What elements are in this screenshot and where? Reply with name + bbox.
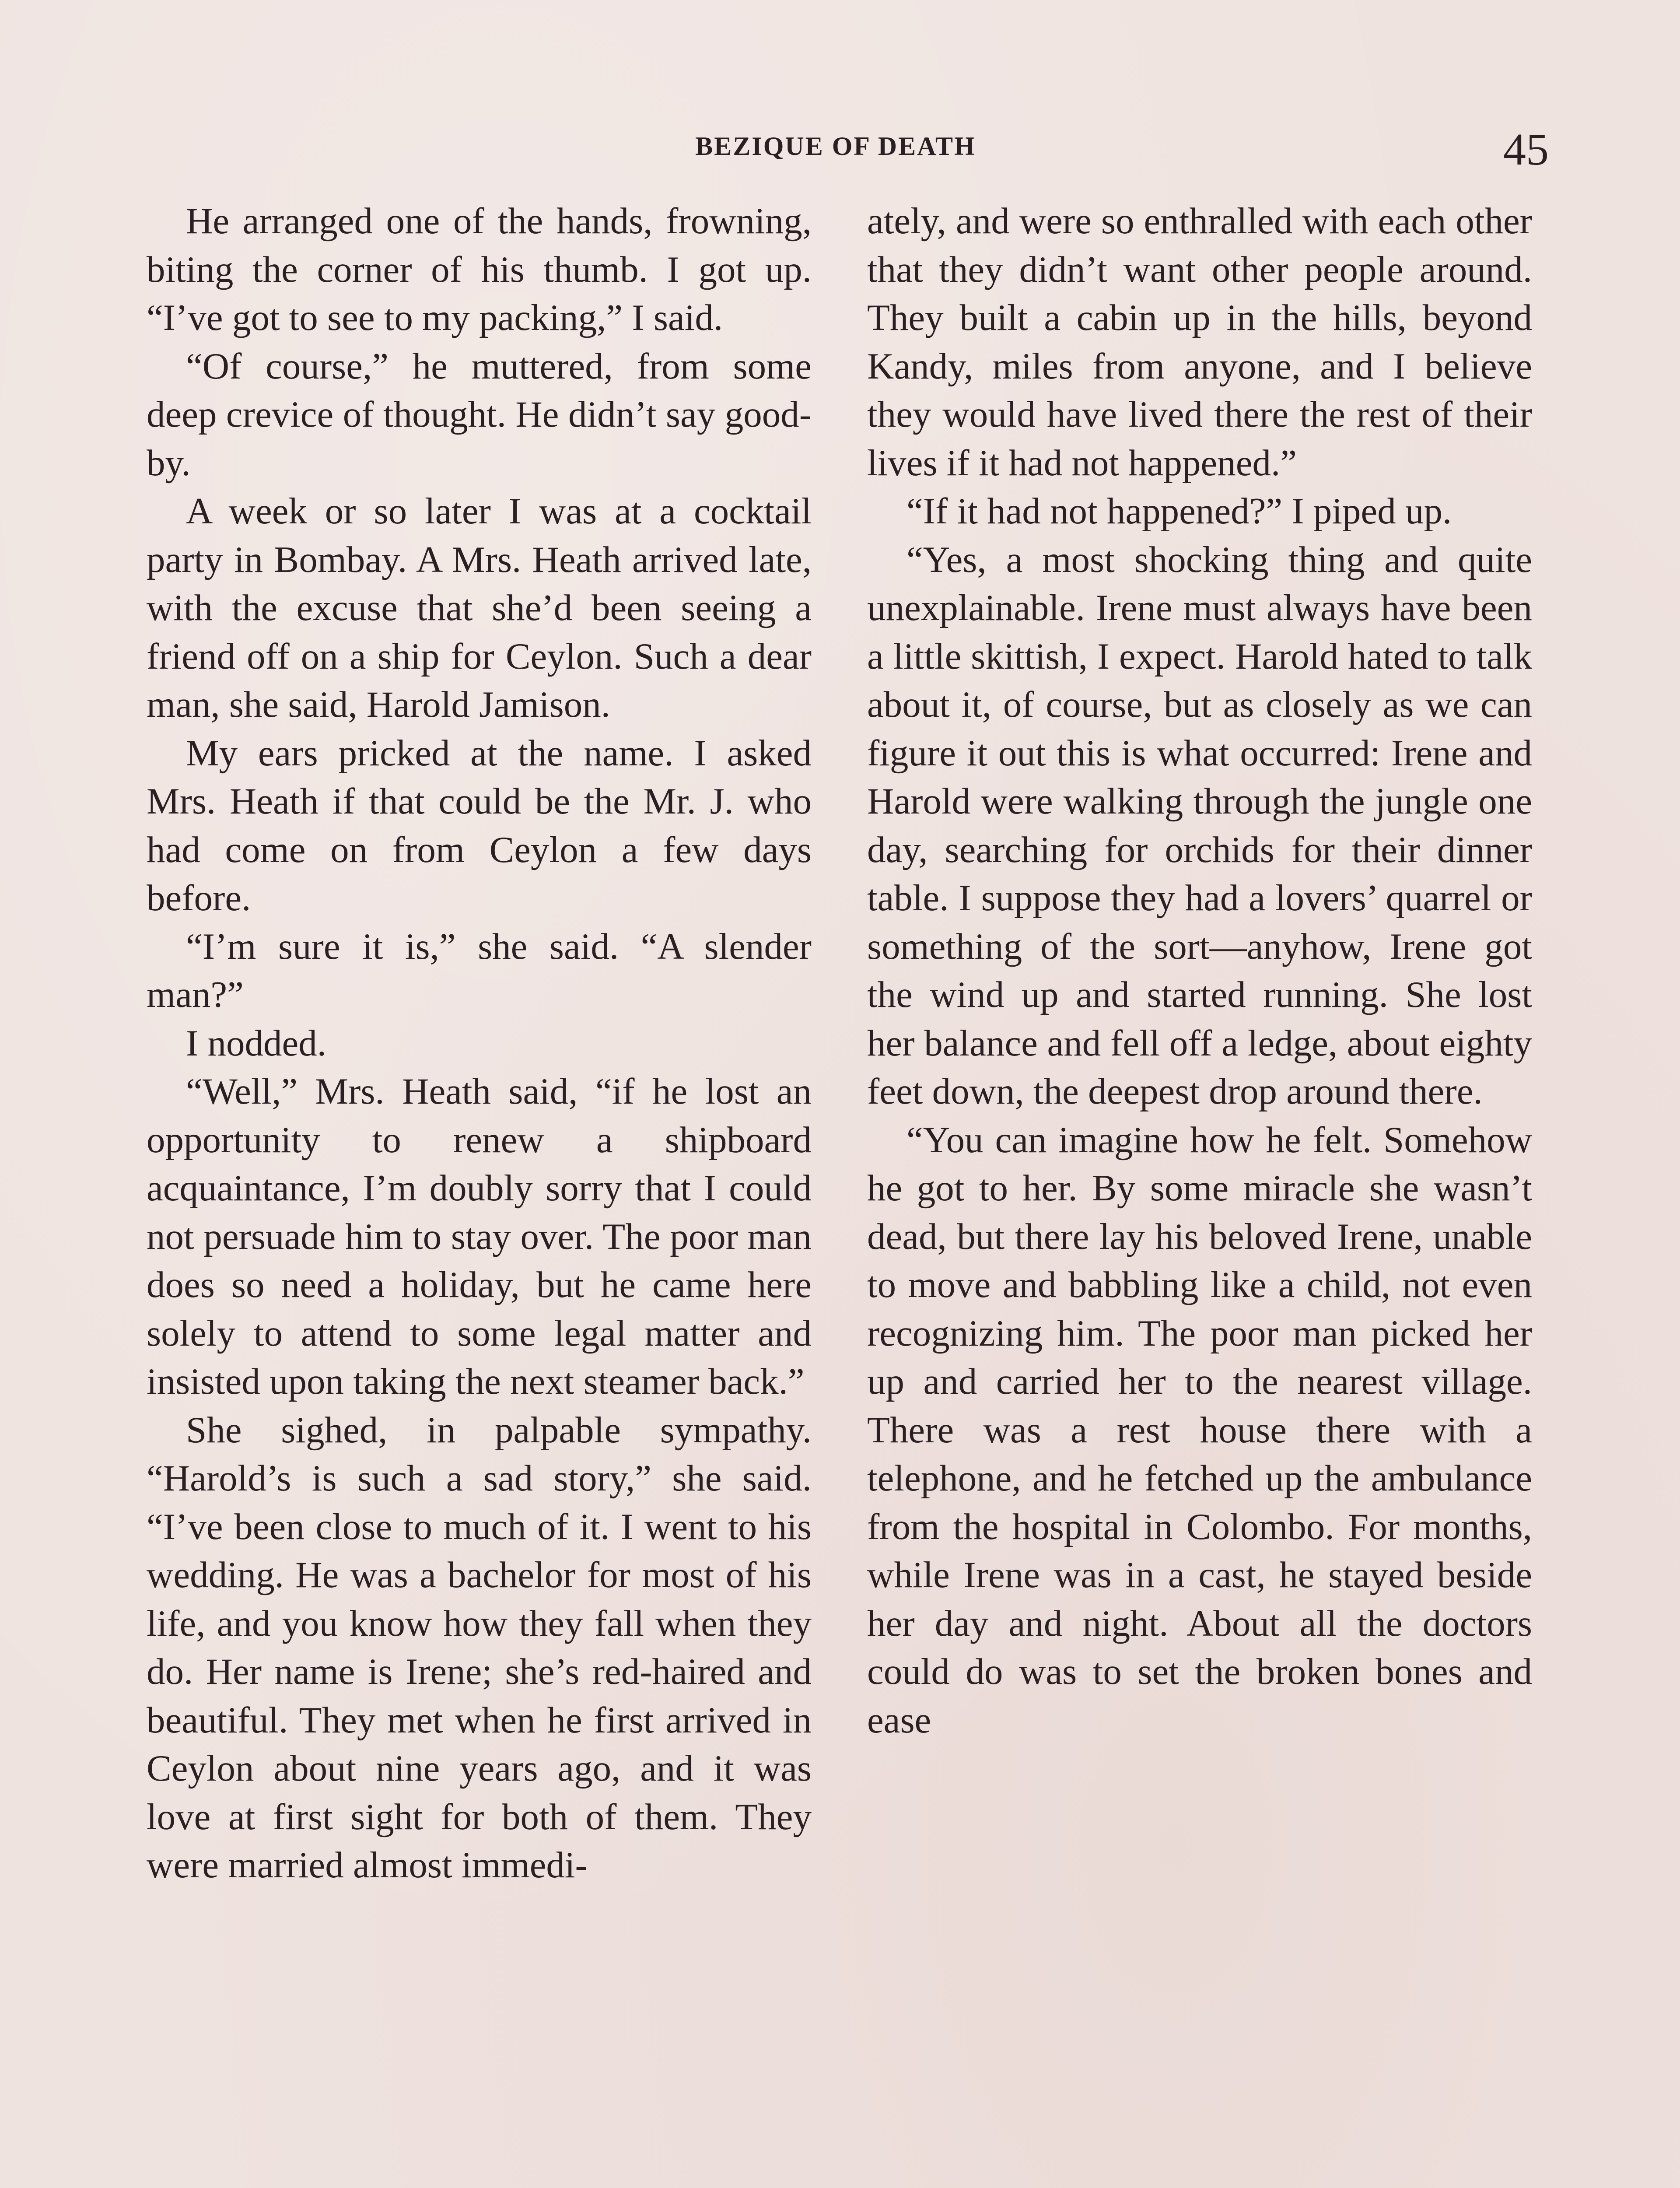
paragraph: I nodded.	[186, 1022, 327, 1064]
paragraph: “Of course,” he muttered, from some deep crevice of thought. He didn’t say good-by.	[147, 345, 812, 484]
paragraph: My ears pricked at the name. I asked Mrs. Heath if that could be the Mr. J. who had come on from Ceylon a few days before.	[147, 732, 812, 919]
paragraph: “You can imagine how he felt. Somehow he got to her. By some miracle she wasn’t dead, but there lay his beloved Irene, unable to move and babbling like a child, not even recognizing him. The poor man picked her up and carried her to the nearest village. There was a rest house there with a telephone, and he fetched up the ambulance from the hospital in Colombo. For months, while Irene was in a cast, he stayed beside her day and night. About all the doctors could do was to set the broken bones and ease	[867, 1119, 1532, 1741]
left-text-column	[147, 197, 812, 1890]
paragraph: ately, and were so enthralled with each other that they didn’t want other people around. They built a cabin up in the hills, beyond Kandy, miles from anyone, and I believe they would have lived there the rest of their lives if it had not happened.”	[867, 200, 1532, 484]
running-title: BEZIQUE OF DEATH	[695, 132, 976, 161]
paragraph: She sighed, in palpable sympathy. “Harold’s is such a sad story,” she said. “I’ve been close to much of it. I went to his wedding. He was a bachelor for most of his life, and you know how they fall when they do. Her name is Irene; she’s red-haired and beautiful. They met when he first arrived in Ceylon about nine years ago, and it was love at first sight for both of them. They were married almost immedi-	[147, 1409, 812, 1886]
page-number: 45	[1503, 124, 1549, 175]
right-text-column	[867, 197, 1532, 1744]
paragraph: “Yes, a most shocking thing and quite unexplainable. Irene must always have been a little skittish, I expect. Harold hated to talk about it, of course, but as closely as we can figure it out this is what occurred: Irene and Harold were walking through the jungle one day, searching for orchids for their dinner table. I suppose they had a lovers’ quarrel or something of the sort—anyhow, Irene got the wind up and started running. She lost her balance and fell off a ledge, about eighty feet down, the deepest drop around there.	[867, 539, 1532, 1112]
paragraph: He arranged one of the hands, frowning, biting the corner of his thumb. I got up. “I’ve got to see to my packing,” I said.	[147, 200, 812, 338]
paragraph: “Well,” Mrs. Heath said, “if he lost an opportunity to renew a shipboard acquaintance, I’m doubly sorry that I could not persuade him to stay over. The poor man does so need a holiday, but he came here solely to attend to some legal matter and insisted upon taking the next steamer back.”	[147, 1071, 812, 1402]
paragraph: A week or so later I was at a cocktail party in Bombay. A Mrs. Heath arrived late, with the excuse that she’d been seeing a friend off on a ship for Ceylon. Such a dear man, she said, Harold Jamison.	[147, 491, 812, 725]
paragraph: “If it had not happened?” I piped up.	[906, 491, 1452, 532]
paragraph: “I’m sure it is,” she said. “A slender man?”	[147, 926, 812, 1015]
